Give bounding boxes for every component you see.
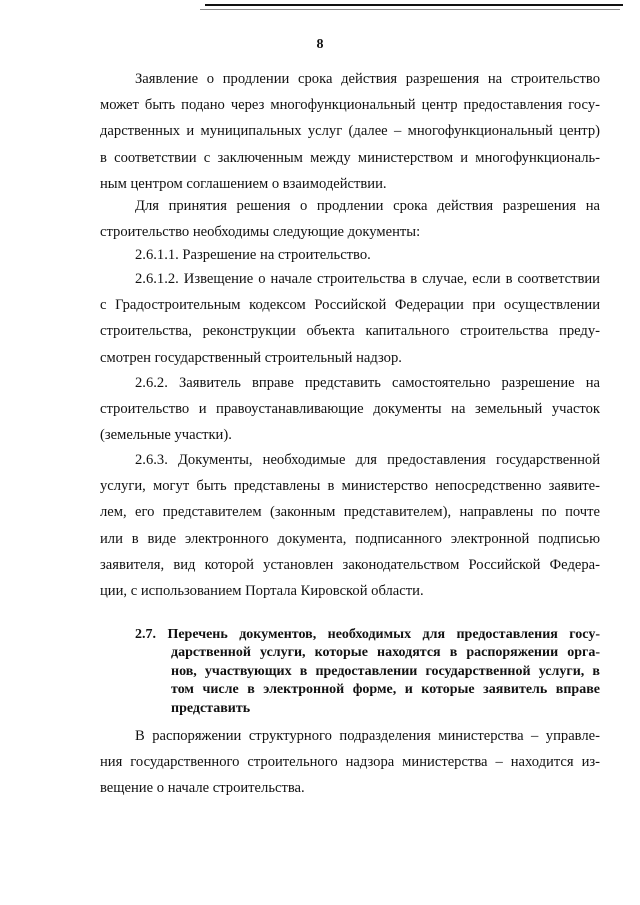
paragraph-2-6-1-1 — [100, 242, 600, 268]
heading-line: представить — [171, 700, 251, 716]
paragraph-2-6-2 — [100, 370, 600, 449]
text-line: Для принятия решения о продлении срока действия разрешения на — [135, 198, 600, 214]
text-line: 2.6.3. Документы, необходимые для предоставления государственной — [135, 452, 600, 468]
paragraph-required-documents — [100, 193, 600, 245]
heading-line: нов, участвующих в предоставлении государственной услуги, в — [171, 663, 600, 679]
text-line: или в виде электронного документа, подписанного электронной подписью — [100, 530, 600, 547]
text-line: 2.6.2. Заявитель вправе представить самостоятельно разрешение на — [135, 375, 600, 391]
text-line: смотрен государственный строительный надзор. — [100, 349, 402, 366]
header-rule — [205, 4, 623, 6]
paragraph-application-submission — [100, 66, 600, 197]
paragraph-2-6-3 — [100, 447, 600, 604]
page-number: 8 — [316, 37, 324, 52]
text-line: Заявление о продлении срока действия разрешения на строительство — [135, 71, 600, 87]
text-line: 2.6.1.2. Извещение о начале строительства в случае, если в соответствии — [135, 271, 600, 287]
text-line: строительства, реконструкции объекта капитального строительства преду- — [100, 323, 600, 340]
text-line: 2.6.1.1. Разрешение на строительство. — [135, 247, 371, 263]
text-line: дарственных и муниципальных услуг (далее – многофункциональный центр) — [100, 123, 600, 140]
text-line: заявителя, вид которой установлен законодательством Российской Федера- — [100, 556, 600, 573]
paragraph-notice-location — [100, 723, 600, 802]
paragraph-2-6-1-2 — [100, 266, 600, 371]
text-line: с Градостроительным кодексом Российской Федерации при осуществлении — [100, 297, 600, 314]
text-line: услуги, могут быть представлены в министерство непосредственно заявите- — [100, 478, 600, 495]
text-line: ции, с использованием Портала Кировской области. — [100, 582, 424, 599]
heading-line: дарственной услуги, которые находятся в распоряжении орга- — [171, 645, 600, 661]
text-line: может быть подано через многофункциональный центр предоставления госу- — [100, 97, 600, 114]
text-line: строительство и правоустанавливающие документы на земельный участок — [100, 401, 600, 418]
text-line: строительство необходимы следующие документы: — [100, 224, 421, 241]
text-line: ния государственного строительного надзора министерства – находится из- — [100, 754, 600, 771]
heading-line: 2.7. Перечень документов, необходимых для предоставления госу- — [135, 627, 600, 642]
header-rule-thin — [200, 9, 620, 10]
text-line: в соответствии с заключенным между министерством и многофункциональ- — [100, 149, 600, 166]
text-line: вещение о начале строительства. — [100, 780, 305, 797]
text-line: лем, его представителем (законным представителем), направлены по почте — [100, 504, 600, 521]
heading-line: том числе в электронной форме, и которые заявитель вправе — [171, 682, 600, 698]
text-line: В распоряжении структурного подразделения министерства – управле- — [135, 728, 600, 744]
text-line: ным центром соглашением о взаимодействии. — [100, 175, 387, 192]
section-heading-2-7 — [135, 626, 600, 718]
text-line: (земельные участки). — [100, 427, 232, 444]
